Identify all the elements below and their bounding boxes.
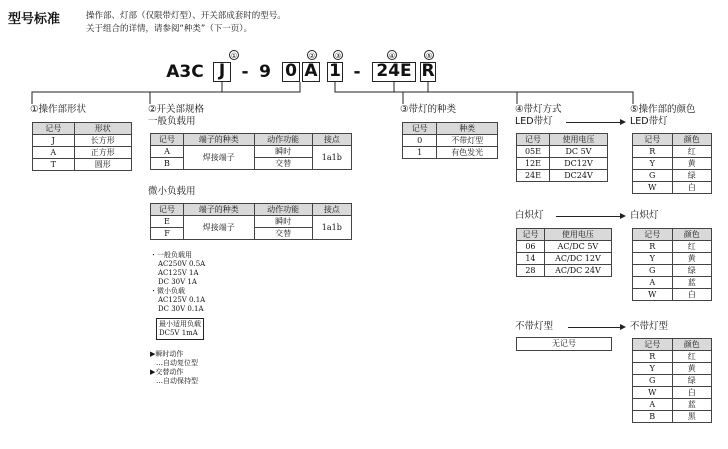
code-r: R [421,61,435,81]
arrow-inc [556,216,620,217]
section-5-inc-label: 白炽灯 [630,210,659,221]
note: AC250V 0.5A [158,260,206,268]
th: 记号 [151,134,184,146]
th: 接点 [312,204,351,216]
cell: 蓝 [672,399,712,411]
arrow-led [566,122,620,123]
cell: 蓝 [672,277,712,289]
section-1-title: ①操作部形状 [30,104,87,115]
th: 记号 [633,339,673,351]
cell: AC/DC 12V [544,253,611,265]
cell: R [633,241,673,253]
cell: 白 [672,182,712,194]
arrow-none-head [620,324,626,330]
section-4-none-label: 不带灯型 [515,321,554,332]
cell: G [633,170,673,182]
th: 动作功能 [254,204,312,216]
cell: Y [633,363,673,375]
cell: 瞬时 [254,216,312,228]
cell: 1a1b [312,146,351,170]
section-4-title: ④带灯方式 [515,104,562,115]
arrow-led-head [620,119,626,125]
cell: 绿 [672,265,712,277]
section-3-title: ③带灯的种类 [400,104,457,115]
cell: R [633,351,673,363]
th: 颜色 [672,229,712,241]
th: 记号 [633,134,673,146]
cell: 红 [672,146,712,158]
cell: 瞬时 [254,146,312,158]
note: …自动保持型 [156,377,198,385]
cell: Y [633,158,673,170]
cell: F [151,228,184,240]
th: 使用电压 [544,229,611,241]
cell: AC/DC 5V [544,241,611,253]
table-none-color [632,338,712,423]
th: 记号 [403,123,437,135]
code-dash-1: - [241,62,249,82]
note: ・微小负载 [150,287,185,295]
cell: 正方形 [74,147,131,159]
cell: W [633,182,673,194]
cell: 交替 [254,228,312,240]
table-led-voltage [516,133,608,182]
table-lamp-type [402,122,498,159]
code-a: A [302,62,320,82]
cell: 1 [403,147,437,159]
cell: 焊接端子 [183,216,254,240]
cell: 24E [517,170,550,182]
section-2-title: ②开关部规格 [148,104,205,115]
cell: Y [633,253,673,265]
code-dash-2: - [353,62,361,82]
cell: A [151,146,184,158]
arrow-inc-head [620,213,626,219]
cell: A [633,277,673,289]
cell: A [33,147,75,159]
circle-4: ④ [388,52,396,60]
code-j: J [213,62,231,82]
section-5-title: ⑤操作部的颜色 [630,104,696,115]
table-shape [32,122,132,171]
cell: 不带灯型 [437,135,498,147]
cell: 05E [517,146,550,158]
note: 最小适用负载 [159,320,201,328]
cell: 红 [672,241,712,253]
section-2-sub-general: 一般负载用 [148,116,196,127]
cell: A [633,399,673,411]
section-4-led-label: LED带灯 [515,116,553,127]
th: 颜色 [672,134,712,146]
th: 记号 [633,229,673,241]
cell: 0 [403,135,437,147]
note: ▶瞬时动作 [150,350,184,358]
cell: 白 [672,289,712,301]
section-2-sub-micro: 微小负载用 [148,186,196,197]
no-symbol-box: 无记号 [516,337,612,351]
th: 动作功能 [254,134,312,146]
table-micro-load [150,203,352,240]
page-title: 型号标准 [8,12,61,27]
note: ▶交替动作 [150,368,184,376]
cell: G [633,265,673,277]
cell: DC 5V [549,146,607,158]
cell: 黑 [672,411,712,423]
code-1: 1 [327,62,343,82]
th: 记号 [517,134,550,146]
cell: 圆形 [74,159,131,171]
cell: 黄 [672,158,712,170]
cell: 白 [672,387,712,399]
code-a3c: A3C [166,62,204,82]
description-line-2: 关于组合的详情，请参阅“种类”（下一页）。 [86,24,253,34]
cell: DC24V [549,170,607,182]
cell: T [33,159,75,171]
min-load-box [156,318,204,340]
cell: 红 [672,351,712,363]
th: 记号 [151,204,184,216]
cell: 12E [517,158,550,170]
th: 使用电压 [549,134,607,146]
note: AC125V 0.1A [158,296,206,304]
cell: 14 [517,253,545,265]
cell: 28 [517,265,545,277]
note: …自动复位型 [156,359,198,367]
th: 端子的种类 [183,204,254,216]
th: 颜色 [672,339,712,351]
section-5-none-label: 不带灯型 [630,321,669,332]
cell: DC12V [549,158,607,170]
cell: 黄 [672,253,712,265]
arrow-none [568,327,620,328]
cell: B [633,411,673,423]
th: 种类 [437,123,498,135]
circle-2: ② [308,52,316,60]
code-24e: 24E [372,62,416,82]
cell: 交替 [254,158,312,170]
th: 接点 [312,134,351,146]
description-line-1: 操作部、灯部（仅限带灯型）、开关部成套时的型号。 [86,11,286,21]
table-inc-color [632,228,712,301]
cell: 绿 [672,375,712,387]
cell: 06 [517,241,545,253]
note: DC 30V 1A [158,278,197,286]
cell: 焊接端子 [183,146,254,170]
cell: B [151,158,184,170]
section-5-led-label: LED带灯 [630,116,668,127]
table-inc-voltage [516,228,612,277]
note: ・一般负载用 [150,251,192,259]
circle-1: ① [230,52,238,60]
cell: 有色发光 [437,147,498,159]
note: DC 30V 0.1A [158,305,204,313]
cell: 黄 [672,363,712,375]
note: DC5V 1mA [159,329,198,337]
circle-5: ⑤ [425,52,433,60]
code-0: 0 [282,62,300,82]
th: 端子的种类 [183,134,254,146]
cell: E [151,216,184,228]
circle-3: ③ [334,52,342,60]
th-code: 记号 [33,123,75,135]
cell: 绿 [672,170,712,182]
table-general-load [150,133,352,170]
cell: R [633,146,673,158]
cell: 1a1b [312,216,351,240]
table-led-color [632,133,712,194]
section-4-inc-label: 白炽灯 [515,210,544,221]
cell: G [633,375,673,387]
code-9: 9 [259,62,271,82]
th-shape: 形状 [74,123,131,135]
note: AC125V 1A [158,269,199,277]
cell: W [633,289,673,301]
cell: AC/DC 24V [544,265,611,277]
cell: J [33,135,75,147]
cell: W [633,387,673,399]
th: 记号 [517,229,545,241]
cell: 长方形 [74,135,131,147]
